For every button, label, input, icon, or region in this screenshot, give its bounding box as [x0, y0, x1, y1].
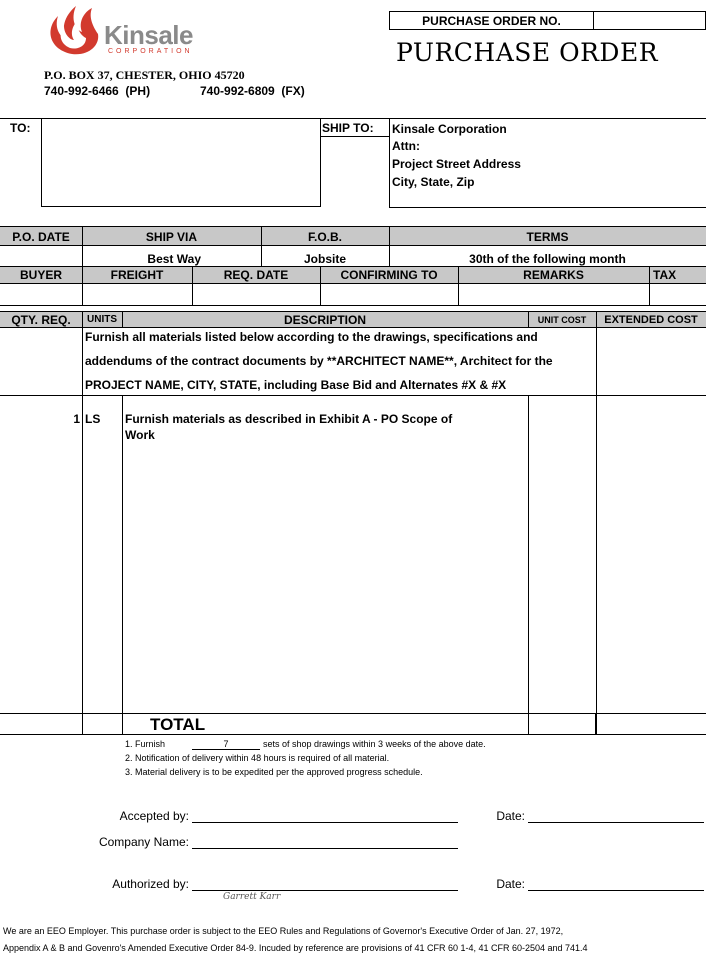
company-name: Kinsale: [104, 20, 193, 50]
total-label: TOTAL: [150, 715, 206, 734]
to-label: TO:: [10, 121, 31, 135]
date-line-1[interactable]: [528, 822, 704, 823]
remarks-header: REMARKS: [523, 268, 584, 282]
tax-header: TAX: [653, 268, 677, 282]
ship-to-line-1: Kinsale Corporation: [392, 122, 507, 136]
ship-via-value[interactable]: Best Way: [147, 252, 201, 266]
accepted-by-line[interactable]: [192, 822, 458, 823]
item-qty: 1: [73, 412, 80, 426]
authorized-by-label: Authorized by:: [112, 877, 189, 891]
date-line-2[interactable]: [528, 890, 704, 891]
units-header: UNITS: [87, 314, 117, 325]
terms-header: TERMS: [526, 230, 569, 244]
ship-to-label: SHIP TO:: [322, 121, 374, 135]
item-description-line-2: Work: [125, 428, 155, 442]
fob-value[interactable]: Jobsite: [303, 252, 346, 266]
req-date-header: REQ. DATE: [223, 268, 289, 282]
footer-line-2: Appendix A & B and Govenro's Amended Executive Order 84-9. Incuded by reference are provisions of 41 CFR 60 1-4, 41 CFR 60-2504 and 741.4: [3, 943, 588, 953]
company-fax: 740-992-6809 (FX): [200, 84, 305, 98]
confirming-to-header: CONFIRMING TO: [340, 268, 438, 282]
unit-cost-header: UNIT COST: [537, 315, 587, 325]
req-date-field[interactable]: [193, 284, 320, 305]
ship-to-line-3: Project Street Address: [392, 157, 521, 171]
note-1-prefix: 1. Furnish: [125, 739, 166, 749]
freight-header: FREIGHT: [110, 268, 164, 282]
accepted-by-label: Accepted by:: [119, 809, 189, 823]
ship-to-line-2: Attn:: [392, 139, 420, 153]
tax-field[interactable]: [650, 284, 706, 305]
to-address-field[interactable]: [44, 121, 316, 203]
ship-to-line-4: City, State, Zip: [392, 175, 475, 189]
footer-line-1: We are an EEO Employer. This purchase order is subject to the EEO Rules and Regulations of Governor's Executive Order of Jan. 27, 1972,: [3, 926, 564, 936]
item-description-line-1: Furnish materials as described in Exhibit A - PO Scope of: [125, 412, 453, 426]
note-2: 2. Notification of delivery within 48 hours is required of all material.: [125, 753, 390, 763]
flame-logo-icon: [42, 2, 104, 58]
description-header: DESCRIPTION: [283, 313, 366, 327]
page-title: PURCHASE ORDER: [396, 38, 659, 67]
total-unit-cost-field[interactable]: [529, 714, 595, 734]
total-extended-cost-field[interactable]: [598, 714, 706, 734]
terms-value[interactable]: 30th of the following month: [469, 252, 626, 266]
company-name-line[interactable]: [192, 848, 458, 849]
date-label-2: Date:: [496, 877, 525, 891]
extended-cost-header: EXTENDED COST: [604, 314, 698, 326]
item-units: LS: [85, 412, 101, 426]
ship-via-header: SHIP VIA: [145, 230, 198, 244]
authorized-by-line[interactable]: [192, 890, 458, 891]
date-label-1: Date:: [496, 809, 525, 823]
intro-line-1: Furnish all materials listed below according to the drawings, specifications and: [85, 330, 538, 344]
signer-name: Garrett Karr: [223, 892, 281, 902]
intro-line-3: PROJECT NAME, CITY, STATE, including Base Bid and Alternates #X & #X: [85, 378, 507, 392]
note-1-value[interactable]: 7: [192, 739, 260, 750]
fob-header: F.O.B.: [307, 230, 342, 244]
company-logo: [42, 2, 212, 58]
buyer-field[interactable]: [0, 284, 82, 305]
company-name-label: Company Name:: [98, 835, 189, 849]
po-number-label: PURCHASE ORDER NO.: [422, 14, 561, 28]
confirming-to-field[interactable]: [321, 284, 458, 305]
remarks-field[interactable]: [459, 284, 649, 305]
company-phone: 740-992-6466 (PH): [44, 84, 151, 98]
intro-line-2: addendums of the contract documents by **ARCHITECT NAME**, Architect for the: [85, 354, 553, 368]
company-sub: CORPORATION: [108, 48, 193, 55]
note-1-suffix: sets of shop drawings within 3 weeks of the above date.: [263, 739, 486, 749]
buyer-header: BUYER: [19, 268, 62, 282]
freight-field[interactable]: [83, 284, 192, 305]
note-3: 3. Material delivery is to be expedited per the approved progress schedule.: [125, 767, 423, 777]
po-date-header: P.O. DATE: [12, 230, 70, 244]
company-address: P.O. BOX 37, CHESTER, OHIO 45720: [44, 68, 245, 82]
qty-header: QTY. REQ.: [11, 313, 71, 327]
